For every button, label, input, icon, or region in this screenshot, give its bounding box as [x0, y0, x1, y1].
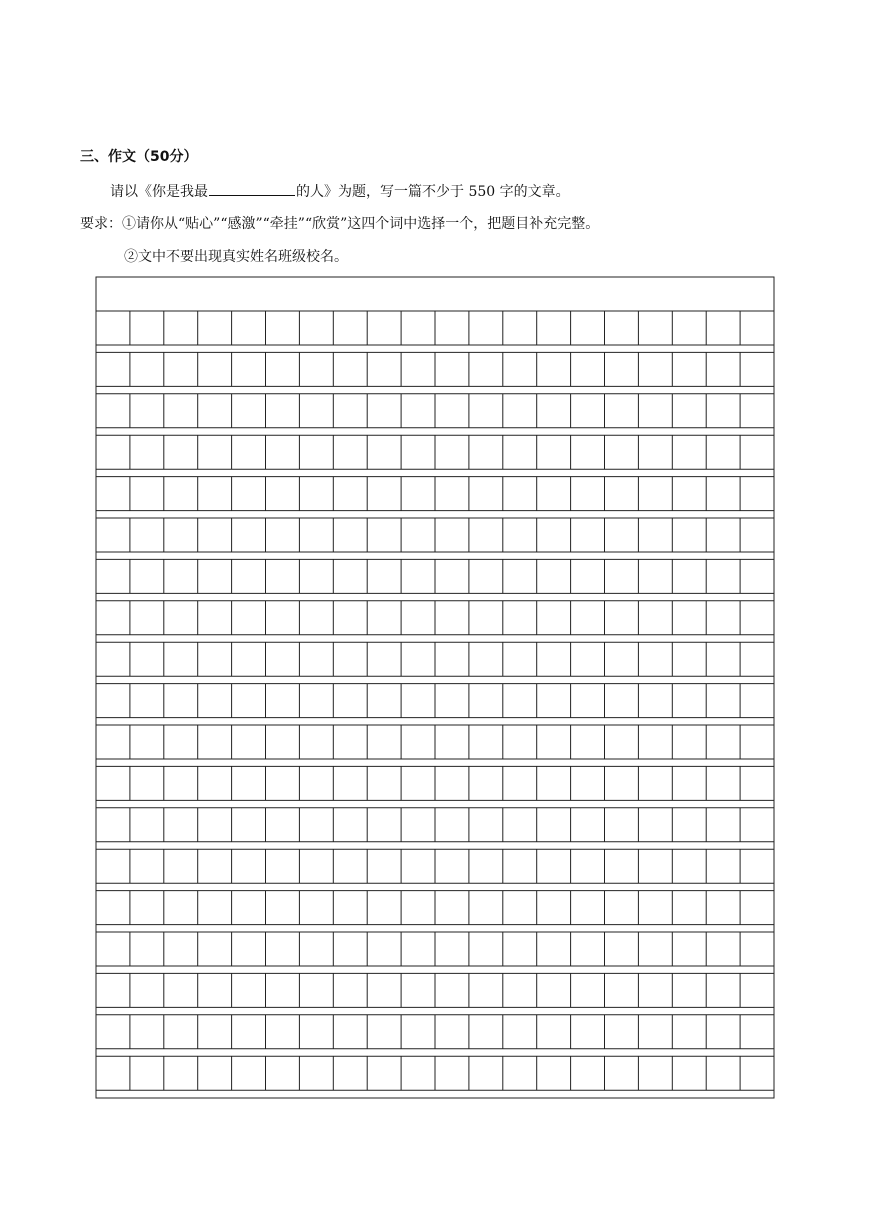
essay-prompt — [110, 181, 570, 201]
requirement-2: ②文中不要出现真实姓名班级校名。 — [124, 249, 348, 265]
prompt-before: 请以《你是我最 — [110, 184, 208, 200]
essay-writing-grid — [95, 276, 775, 1100]
prompt-after: 的人》为题，写一篇不少于 550 字的文章。 — [296, 184, 570, 200]
requirement-1: 要求：①请你从“贴心”“感激”“牵挂”“欣赏”这四个词中选择一个，把题目补充完整。 — [80, 216, 600, 232]
title-blank — [209, 181, 295, 196]
section-heading: 三、作文（50分） — [80, 149, 198, 165]
